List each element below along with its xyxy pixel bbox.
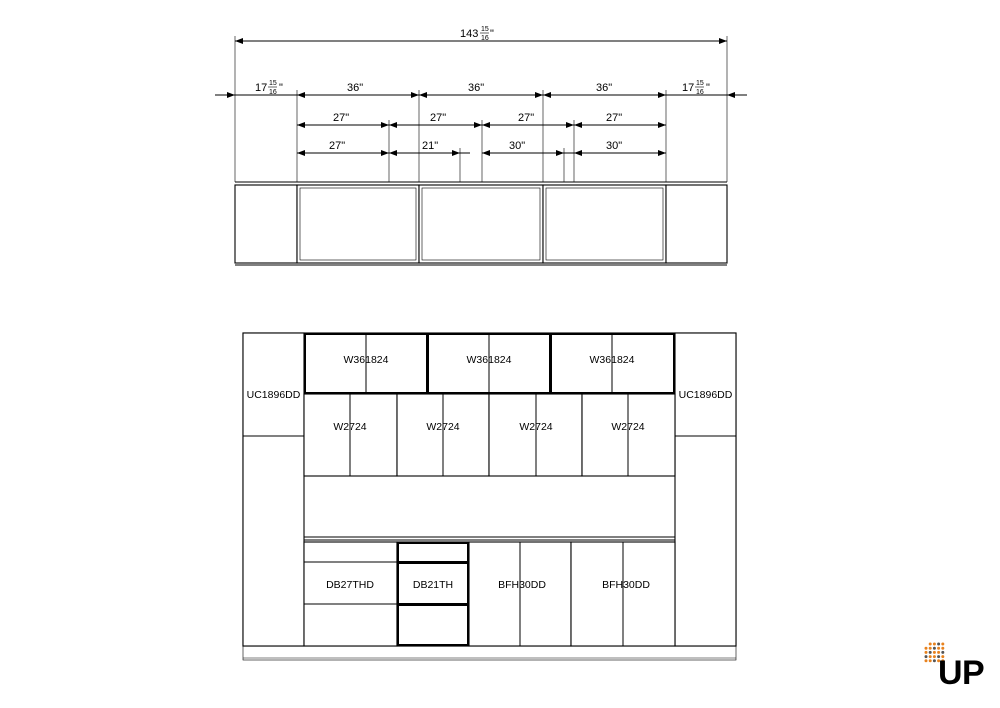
label-w2724-d: W2724 xyxy=(611,421,645,433)
label-uc-left: UC1896DD xyxy=(246,389,301,401)
overall-dim-unit: " xyxy=(490,28,494,40)
left-tall-cabinet xyxy=(243,333,304,646)
dim-30-a: 30" xyxy=(509,140,526,152)
dimension-row-2 xyxy=(297,112,666,125)
dimension-row-3 xyxy=(297,140,666,153)
logo-dot xyxy=(925,651,928,654)
dim-27-c: 27" xyxy=(518,112,535,124)
label-w361824-c: W361824 xyxy=(589,354,635,366)
logo-dot xyxy=(933,659,936,662)
dim-36-c: 36" xyxy=(596,82,613,94)
logo-dot xyxy=(929,659,932,662)
logo-dot xyxy=(925,659,928,662)
dim-left-whole: 17 xyxy=(255,82,268,94)
dim-right-den: 16 xyxy=(696,89,704,96)
label-bfh30dd-a: BFH30DD xyxy=(498,579,546,591)
logo-dot xyxy=(929,655,932,658)
label-uc-right: UC1896DD xyxy=(678,389,733,401)
overall-dim-den: 16 xyxy=(481,35,489,42)
logo-dot xyxy=(937,643,940,646)
label-db21th: DB21TH xyxy=(412,579,454,591)
label-w361824-a: W361824 xyxy=(343,354,389,366)
dim-right-num: 15 xyxy=(696,80,704,87)
label-w2724-a: W2724 xyxy=(333,421,367,433)
elevation-view xyxy=(243,333,736,660)
dim-right-unit: " xyxy=(706,82,710,94)
dim-36-a: 36" xyxy=(347,82,364,94)
logo-dot xyxy=(925,655,928,658)
logo-dot xyxy=(937,647,940,650)
logo-dot xyxy=(933,643,936,646)
overall-dim-num: 15 xyxy=(481,26,489,33)
dim-right-whole: 17 xyxy=(682,82,695,94)
dimension-row-1 xyxy=(215,80,747,96)
logo-dot xyxy=(933,651,936,654)
dim-30-b: 30" xyxy=(606,140,623,152)
company-logo xyxy=(925,643,985,693)
toe-kick xyxy=(243,646,736,660)
upper-cabinet-row xyxy=(304,394,675,476)
dim-27-d: 27" xyxy=(606,112,623,124)
label-db27thd: DB27THD xyxy=(326,579,374,591)
logo-letter-p: P xyxy=(962,654,985,692)
dim-27-b: 27" xyxy=(430,112,447,124)
dim-36-b: 36" xyxy=(468,82,485,94)
logo-dot xyxy=(941,643,944,646)
overall-dimension xyxy=(235,26,727,42)
logo-dot xyxy=(925,647,928,650)
dim-21: 21" xyxy=(422,140,439,152)
label-w2724-c: W2724 xyxy=(519,421,553,433)
overall-dim-whole: 143 xyxy=(460,28,479,40)
logo-dot xyxy=(933,647,936,650)
dim-left-den: 16 xyxy=(269,89,277,96)
dim-left-unit: " xyxy=(279,82,283,94)
logo-letter-u: U xyxy=(938,654,963,692)
dim-27-e: 27" xyxy=(329,140,346,152)
label-bfh30dd-b: BFH30DD xyxy=(602,579,650,591)
base-cabinet-row xyxy=(304,542,675,646)
logo-dot xyxy=(929,647,932,650)
dim-27-a: 27" xyxy=(333,112,350,124)
logo-dot xyxy=(929,643,932,646)
logo-dot xyxy=(929,651,932,654)
extension-lines xyxy=(235,36,727,182)
right-tall-cabinet xyxy=(675,333,736,646)
label-w2724-b: W2724 xyxy=(426,421,460,433)
logo-dot xyxy=(941,647,944,650)
plan-cabinets xyxy=(235,182,727,265)
dim-left-num: 15 xyxy=(269,80,277,87)
label-w361824-b: W361824 xyxy=(466,354,512,366)
logo-dot xyxy=(933,655,936,658)
plan-view xyxy=(215,26,747,265)
